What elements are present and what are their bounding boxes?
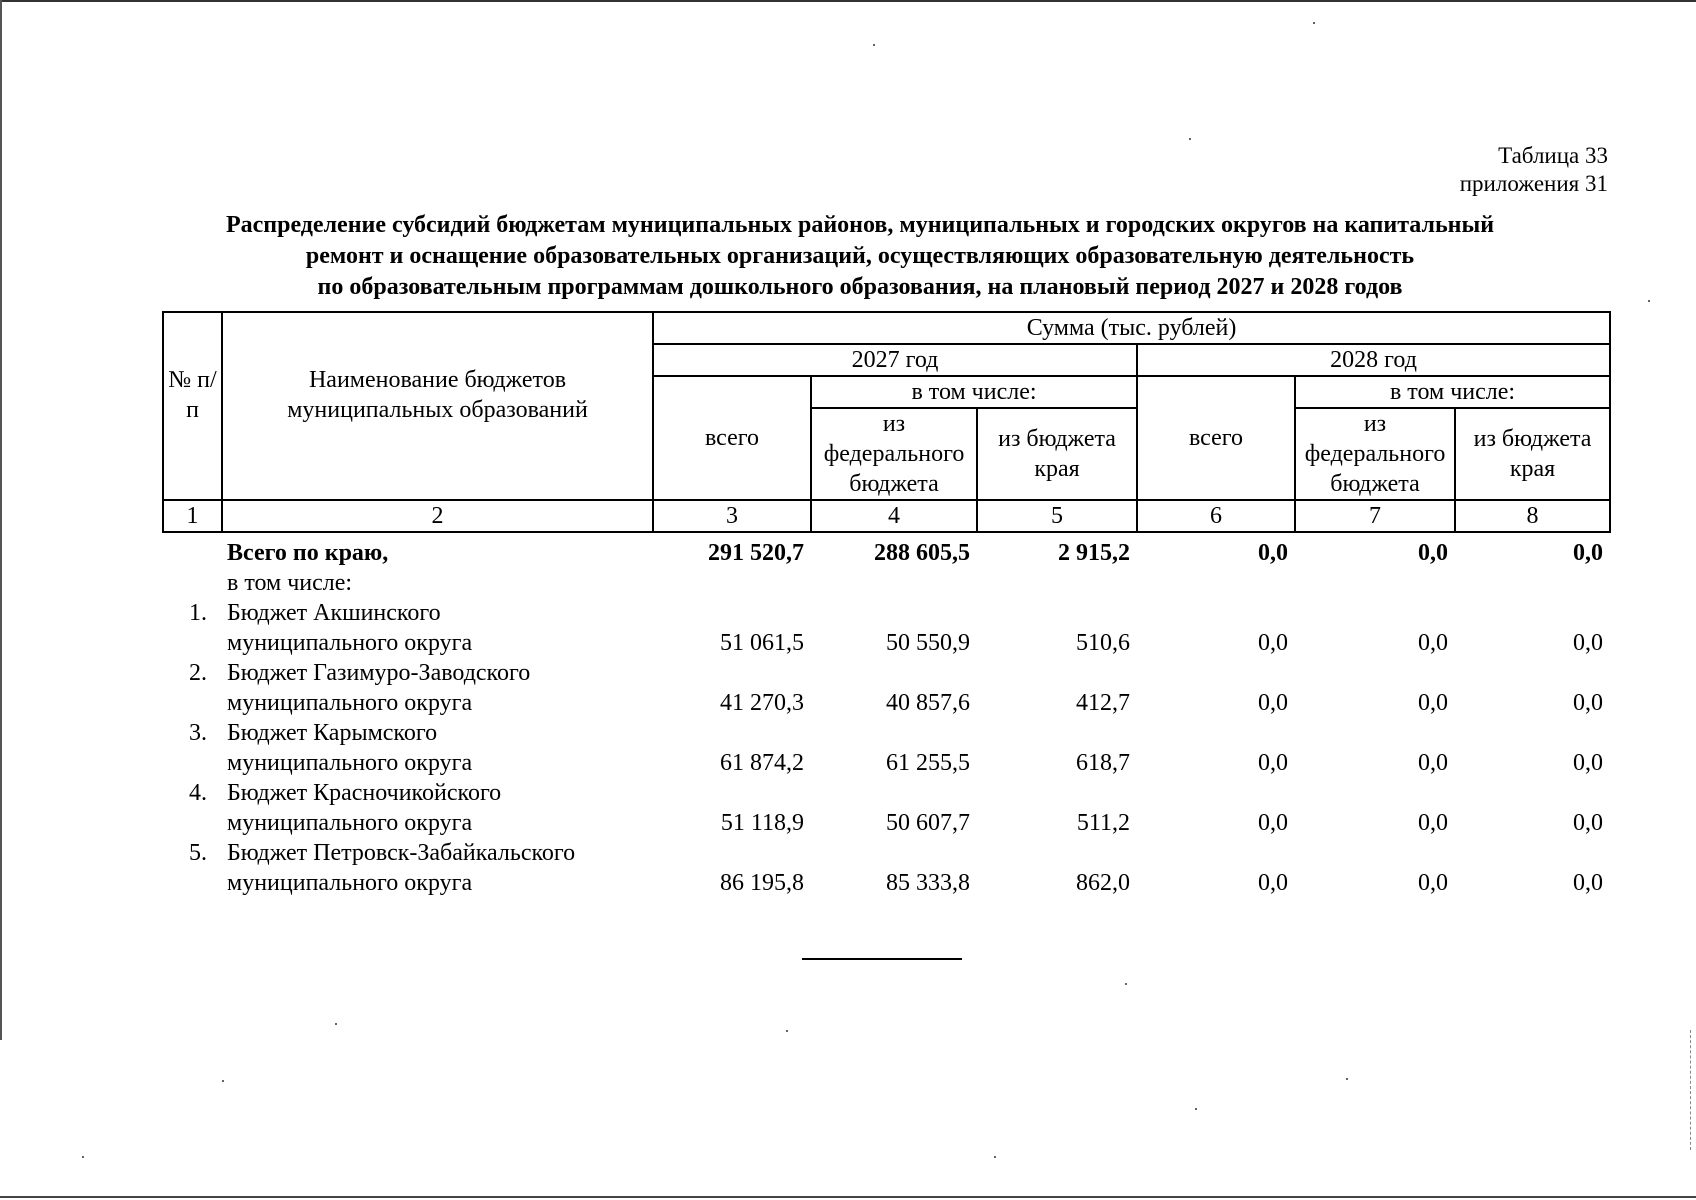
scan-speck: [335, 1023, 337, 1025]
cell-value: 0,0: [1573, 690, 1603, 716]
table-row: [162, 598, 1609, 658]
table-row: [162, 838, 1609, 898]
cell-value: 2 915,2: [1058, 540, 1130, 566]
row-name-line-2: муниципального округа: [227, 690, 473, 716]
header-incl-2027: в том числе:: [811, 376, 1137, 408]
scan-edge-top: [0, 0, 1696, 2]
scan-speck: [1195, 1108, 1197, 1110]
table-row: [162, 778, 1609, 838]
col-number-7: 7: [1295, 500, 1455, 532]
cell-value: 618,7: [1076, 750, 1130, 776]
scan-edge-bottom: [0, 1196, 1696, 1198]
table-header: [162, 311, 1611, 533]
cell-value: 51 061,5: [720, 630, 804, 656]
cell-value: 51 118,9: [720, 810, 804, 836]
cell-value: 412,7: [1076, 690, 1130, 716]
title-line-3: по образовательным программам дошкольного образования, на плановый период 2027 и 2028 годов: [317, 274, 1403, 300]
col-number-1: 1: [163, 500, 222, 532]
table-row: [162, 718, 1609, 778]
cell-value: 862,0: [1076, 870, 1130, 896]
col-number-6: 6: [1137, 500, 1295, 532]
cell-value: 511,2: [1076, 810, 1130, 836]
row-name: [221, 658, 652, 718]
row-name: [221, 598, 652, 658]
row-number: 2.: [189, 660, 207, 686]
cell-value: 86 195,8: [720, 870, 804, 896]
cell-value: 85 333,8: [886, 870, 970, 896]
scan-speck: [1125, 983, 1127, 985]
header-federal-2027: из федерального бюджета: [811, 408, 977, 500]
cell-value: 0,0: [1573, 810, 1603, 836]
row-number: 5.: [189, 840, 207, 866]
row-name-line-2: муниципального округа: [227, 870, 473, 896]
cell-value: 61 255,5: [886, 750, 970, 776]
cell-value: 0,0: [1258, 540, 1288, 566]
cell-value: 0,0: [1573, 540, 1603, 566]
table-reference: [1460, 142, 1608, 198]
cell-value: 0,0: [1573, 630, 1603, 656]
cell-value: 0,0: [1418, 810, 1448, 836]
row-name-line-1: Бюджет Газимуро-Заводского: [227, 660, 531, 686]
row-name-line-1: Бюджет Петровск-Забайкальского: [227, 840, 576, 866]
header-year-2028: 2028 год: [1137, 344, 1610, 376]
cell-value: 288 605,5: [874, 540, 970, 566]
row-name: [221, 838, 652, 898]
table-row-total: [162, 538, 1609, 568]
cell-value: 0,0: [1258, 750, 1288, 776]
header-year-2027: 2027 год: [653, 344, 1137, 376]
header-regional-2027: из бюджета края: [977, 408, 1137, 500]
row-name-line-2: муниципального округа: [227, 630, 473, 656]
header-federal-2028: из федерального бюджета: [1295, 408, 1455, 500]
cell-value: 0,0: [1258, 810, 1288, 836]
col-number-2: 2: [222, 500, 653, 532]
header-col-no: № п/п: [163, 312, 222, 500]
table-row-including: [162, 568, 1609, 598]
col-number-5: 5: [977, 500, 1137, 532]
header-incl-2028: в том числе:: [1295, 376, 1610, 408]
cell-value: 0,0: [1573, 870, 1603, 896]
col-number-8: 8: [1455, 500, 1610, 532]
cell-value: 0,0: [1418, 870, 1448, 896]
cell-value: 50 607,7: [886, 810, 970, 836]
scan-speck: [1313, 22, 1315, 24]
scan-speck: [1346, 1078, 1348, 1080]
col-number-4: 4: [811, 500, 977, 532]
row-number: 4.: [189, 780, 207, 806]
cell-value: 0,0: [1418, 540, 1448, 566]
row-name: [221, 778, 652, 838]
cell-value: 41 270,3: [720, 690, 804, 716]
scan-speck: [1189, 138, 1191, 140]
cell-value: 291 520,7: [708, 540, 804, 566]
scan-speck: [82, 1156, 84, 1158]
cell-value: 0,0: [1258, 630, 1288, 656]
row-name-line-2: муниципального округа: [227, 750, 473, 776]
header-regional-2028: из бюджета края: [1455, 408, 1610, 500]
cell-value: 40 857,6: [886, 690, 970, 716]
cell-value: 0,0: [1418, 630, 1448, 656]
document-title: [120, 210, 1600, 303]
header-total-2028: всего: [1137, 376, 1295, 500]
cell-value: 0,0: [1258, 870, 1288, 896]
table-row: [162, 658, 1609, 718]
row-number: 3.: [189, 720, 207, 746]
col-number-3: 3: [653, 500, 811, 532]
scan-speck: [994, 1156, 996, 1158]
cell-value: 0,0: [1418, 750, 1448, 776]
scan-speck: [222, 1080, 224, 1082]
row-name-line-1: Бюджет Красночикойского: [227, 780, 502, 806]
header-col-name: Наименование бюджетов муниципальных образований: [222, 312, 653, 500]
row-number: 1.: [189, 600, 207, 626]
scan-speck: [1648, 300, 1650, 302]
row-name: [221, 718, 652, 778]
appendix-number: приложения 31: [1459, 171, 1608, 196]
row-total-name: Всего по краю,: [227, 540, 389, 566]
cell-value: 0,0: [1258, 690, 1288, 716]
header-sum: Сумма (тыс. рублей): [653, 312, 1610, 344]
cell-value: 50 550,9: [886, 630, 970, 656]
header-total-2027: всего: [653, 376, 811, 500]
title-line-2: ремонт и оснащение образовательных организаций, осуществляющих образовательную деятельность: [305, 243, 1415, 269]
cell-value: 0,0: [1418, 690, 1448, 716]
cell-value: 510,6: [1076, 630, 1130, 656]
scan-edge-right: [1690, 1030, 1691, 1150]
cell-value: 0,0: [1573, 750, 1603, 776]
scan-edge-left: [0, 0, 2, 1040]
row-name-line-1: Бюджет Карымского: [227, 720, 438, 746]
end-separator-line: [802, 958, 962, 960]
title-line-1: Распределение субсидий бюджетам муниципальных районов, муниципальных и городских округов на капитальный: [225, 212, 1495, 238]
table-number: Таблица 33: [1498, 143, 1608, 168]
scan-speck: [873, 44, 875, 46]
cell-value: 61 874,2: [720, 750, 804, 776]
row-name-line-2: муниципального округа: [227, 810, 473, 836]
table-body: [162, 538, 1609, 898]
row-including-label: в том числе:: [227, 570, 353, 596]
row-name-line-1: Бюджет Акшинского: [227, 600, 441, 626]
scan-speck: [786, 1030, 788, 1032]
